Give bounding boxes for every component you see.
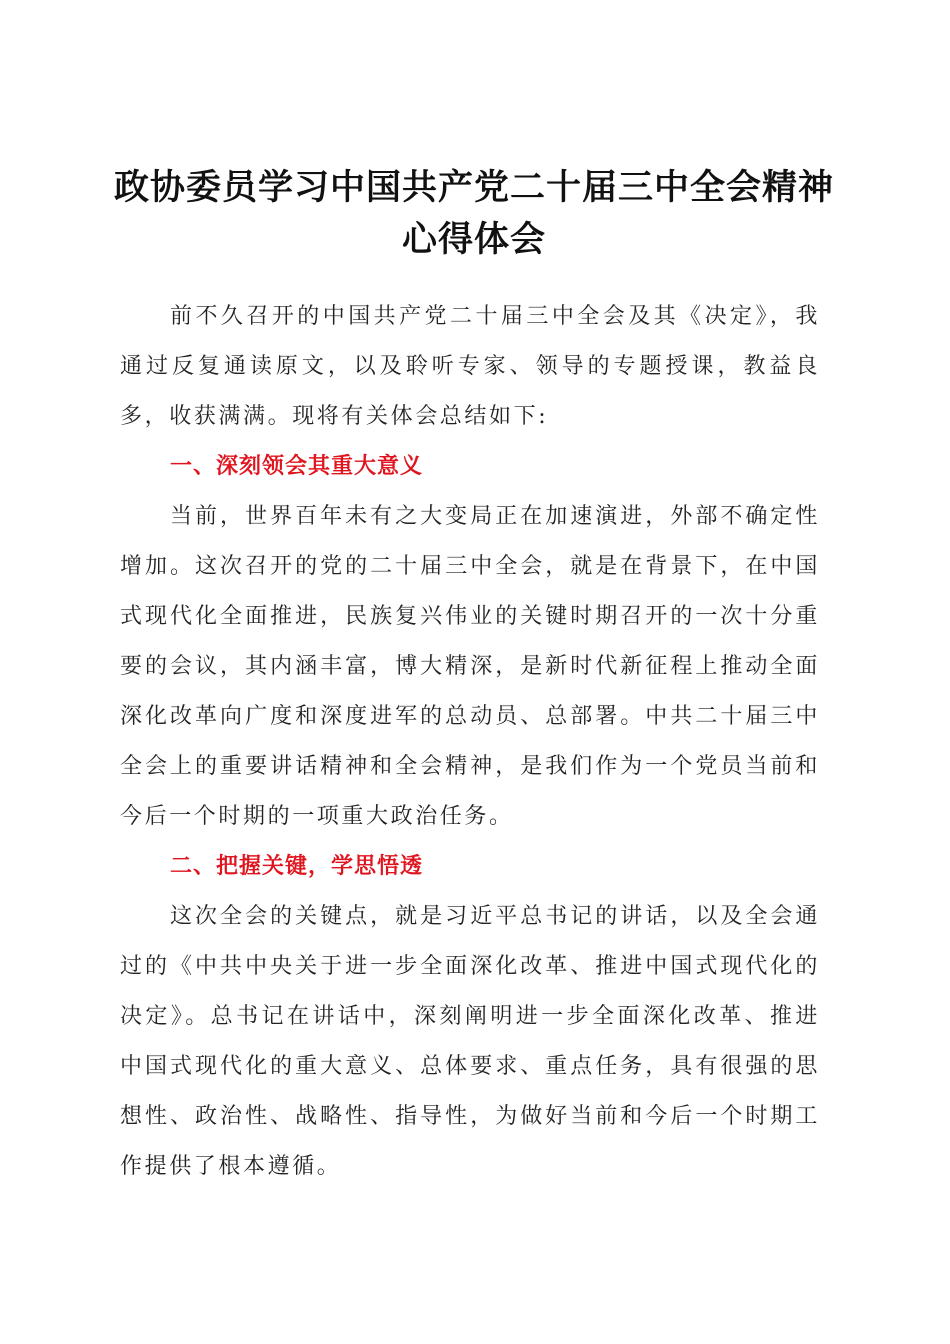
- section-paragraph-1: 当前，世界百年未有之大变局正在加速演进，外部不确定性增加。这次召开的党的二十届三中全会，就是在背景下，在中国式现代化全面推进，民族复兴伟业的关键时期召开的一次十分重要的会议，其内涵丰富，博大精深，是新时代新征程上推动全面深化改革向广度和深度进军的总动员、总部署。中共二十届三中全会上的重要讲话精神和全会精神，是我们作为一个党员当前和今后一个时期的一项重大政治任务。: [120, 504, 820, 829]
- section-heading-1: 一、深刻领会其重大意义: [170, 454, 424, 479]
- document-body: [120, 292, 820, 1192]
- title-line-1: 政协委员学习中国共产党二十届三中全会精神: [113, 167, 834, 208]
- intro-paragraph: 前不久召开的中国共产党二十届三中全会及其《决定》，我通过反复通读原文，以及聆听专家、领导的专题授课，教益良多，收获满满。现将有关体会总结如下:: [120, 304, 820, 429]
- title-line-2: 心得体会: [401, 219, 546, 260]
- section-heading-2: 二、把握关键，学思悟透: [170, 854, 424, 879]
- document-title: [110, 162, 838, 266]
- section-paragraph-2: 这次全会的关键点，就是习近平总书记的讲话，以及全会通过的《中共中央关于进一步全面深化改革、推进中国式现代化的决定》。总书记在讲话中，深刻阐明进一步全面深化改革、推进中国式现代化的重大意义、总体要求、重点任务，具有很强的思想性、政治性、战略性、指导性，为做好当前和今后一个时期工作提供了根本遵循。: [120, 904, 820, 1179]
